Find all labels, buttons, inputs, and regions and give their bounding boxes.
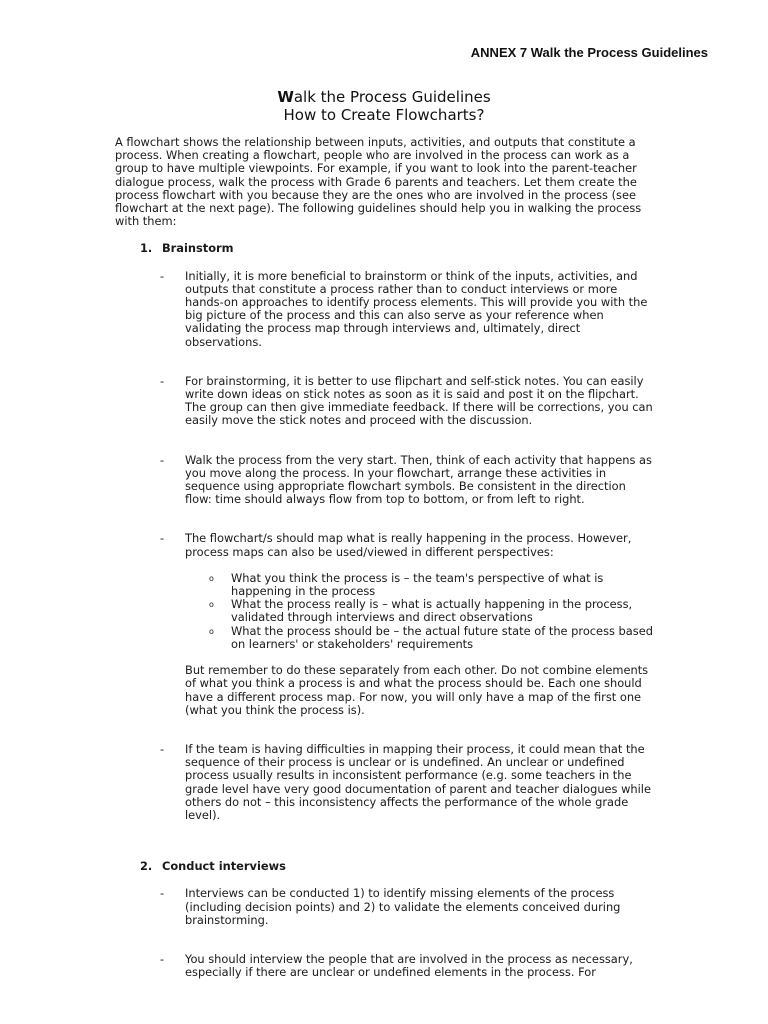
perspective-item xyxy=(185,572,655,598)
section-heading-conduct-interviews xyxy=(140,860,655,873)
title-line-1 xyxy=(0,88,768,106)
perspective-item xyxy=(185,625,655,651)
section-title: Brainstorm xyxy=(162,241,234,256)
perspectives-note: But remember to do these separately from each other. Do not combine elements of what you think a process is and what the process should be. Each one should have a different process map. For now, you will only have a map of the first one (what you think the process is). xyxy=(185,663,649,717)
dash-marker: - xyxy=(160,268,165,283)
document-body xyxy=(115,136,655,992)
dash-marker: - xyxy=(160,531,165,546)
section-title: Conduct interviews xyxy=(162,859,286,874)
perspective-text: What the process really is – what is actually happening in the process, validated through interviews and direct observations xyxy=(231,597,633,625)
list-item-text: If the team is having difficulties in mapping their process, it could mean that the sequence of their process is unclear or is undefined. An unclear or undefined process usually results in inconsistent performance (e.g. some teachers in the grade level have very good documentation of parent and teacher dialogues while others do not – this inconsistency affects the performance of the whole grade level). xyxy=(185,741,651,822)
perspectives-list xyxy=(185,572,655,651)
dash-marker: - xyxy=(160,886,165,901)
perspective-item xyxy=(185,598,655,624)
list-item xyxy=(160,270,655,349)
list-item-text: You should interview the people that are involved in the process as necessary, especially if there are unclear or undefined elements in the process. For xyxy=(185,951,633,980)
section-number: 1. xyxy=(140,241,153,256)
list-item-text: Initially, it is more beneficial to brainstorm or think of the inputs, activities, and outputs that constitute a process rather than to conduct interviews or more hands-on approaches to identify process elements. This will provide you with the big picture of the process and this can also serve as your reference when validating the process map through interviews and, ultimately, direct observations. xyxy=(185,268,648,349)
section-heading-brainstorm xyxy=(140,242,655,255)
perspective-text: What you think the process is – the team's perspective of what is happening in the process xyxy=(231,570,604,599)
list-item-text: For brainstorming, it is better to use flipchart and self-stick notes. You can easily write down ideas on stick notes as soon as it is said and post it on the flipchart. The group can then give immediate feedback. If there will be corrections, you can easily move the stick notes and proceed with the discussion. xyxy=(185,373,653,428)
title-line-1-rest: alk the Process Guidelines xyxy=(293,88,491,106)
intro-paragraph: A flowchart shows the relationship between inputs, activities, and outputs that constitute a process. When creating a flowchart, people who are involved in the process can work as a group to have multiple viewpoints. For example, if you want to look into the parent-teacher dialogue process, walk the process with Grade 6 parents and teachers. Let them create the process flowchart with you because they are the ones who are involved in the process (see flowchart at the next page). The following guidelines should help you in walking the process with them: xyxy=(115,135,642,229)
list-item xyxy=(160,454,655,507)
circle-bullet: o xyxy=(209,600,214,610)
list-item xyxy=(160,743,655,822)
list-item xyxy=(160,375,655,428)
list-item xyxy=(160,953,655,979)
dash-marker: - xyxy=(160,452,165,467)
perspective-text: What the process should be – the actual future state of the process based on learners' or stakeholders' requirements xyxy=(231,623,653,651)
document-title xyxy=(0,88,768,124)
circle-bullet: o xyxy=(209,626,214,636)
list-item-text: The flowchart/s should map what is really happening in the process. However, process maps can also be used/viewed in different perspectives: xyxy=(185,531,632,559)
dash-marker: - xyxy=(160,741,165,756)
title-line-2: How to Create Flowcharts? xyxy=(283,106,485,124)
section-number: 2. xyxy=(140,859,153,874)
list-item-text: Walk the process from the very start. Then, think of each activity that happens as you move along the process. In your flowchart, arrange these activities in sequence using appropriate flowchart symbols. Be consistent in the direction flow: time should always flow from top to bottom, or from left to right. xyxy=(185,452,652,507)
list-item xyxy=(160,887,655,927)
dash-marker: - xyxy=(160,951,165,966)
list-item xyxy=(160,532,655,716)
dash-marker: - xyxy=(160,373,165,388)
circle-bullet: o xyxy=(209,573,214,583)
list-item-text: Interviews can be conducted 1) to identify missing elements of the process (including decision points) and 2) to validate the elements conceived during brainstorming. xyxy=(185,886,621,927)
running-header: ANNEX 7 Walk the Process Guidelines xyxy=(470,45,708,60)
title-initial: W xyxy=(277,88,294,106)
